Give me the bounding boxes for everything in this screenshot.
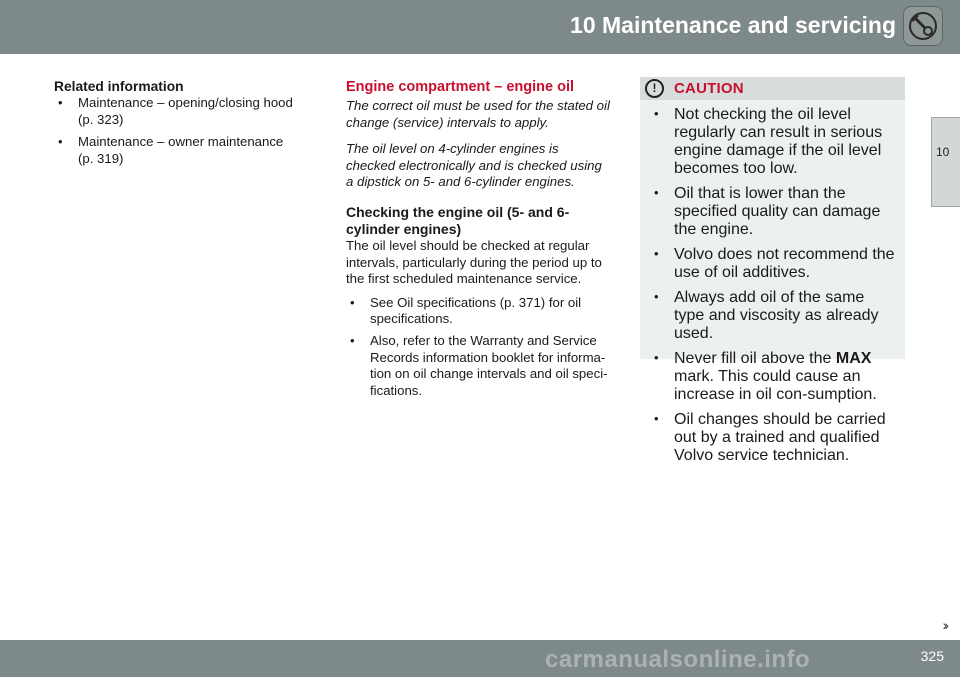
- intro-paragraph-2: The oil level on 4-cylinder engines is checked electronically and is checked using a dipstick on 5- and 6-cylinder engines.: [346, 141, 602, 190]
- caution-item: • Not checking the oil level regularly can result in serious engine damage if the oil level becomes too low.: [650, 106, 895, 178]
- related-information-section: [54, 79, 299, 173]
- caution-item: • Oil changes should be carried out by a trained and qualified Volvo service technician.: [650, 411, 895, 465]
- page-footer: [0, 640, 960, 677]
- related-heading: Related information: [54, 79, 184, 94]
- exclamation-icon: !: [645, 79, 664, 98]
- engine-oil-section: [346, 79, 611, 405]
- caution-item: • Always add oil of the same type and viscosity as already used.: [650, 289, 895, 343]
- oil-specifications-link[interactable]: • See Oil specifications (p. 371) for oil specifications.: [346, 295, 611, 328]
- max-mark: MAX: [835, 350, 872, 367]
- caution-item: • Oil that is lower than the specified quality can damage the engine.: [650, 185, 895, 239]
- page-header: [0, 0, 960, 54]
- intro-paragraph-1: The correct oil must be used for the stated oil change (service) intervals to apply.: [346, 98, 610, 130]
- chapter-side-tab[interactable]: [931, 117, 960, 207]
- checking-oil-paragraph: The oil level should be checked at regular intervals, particularly during the period up to the first scheduled maintenance service.: [346, 238, 602, 287]
- caution-box: [640, 77, 905, 464]
- caution-list: [640, 100, 905, 465]
- page-number: 325: [920, 648, 944, 664]
- max-item-after: mark. This could cause an increase in oil con-sumption.: [674, 368, 877, 403]
- engine-oil-heading: Engine compartment – engine oil: [346, 79, 575, 95]
- related-list: [54, 95, 299, 167]
- chapter-tab-label: 10: [936, 145, 950, 159]
- checking-oil-list: [346, 295, 611, 399]
- caution-header: [640, 77, 905, 100]
- wrench-gear-icon: [903, 6, 943, 46]
- caution-title: CAUTION: [674, 80, 744, 97]
- caution-item: • Volvo does not recommend the use of oil additives.: [650, 246, 895, 282]
- max-item-before: Never fill oil above the: [674, 350, 836, 367]
- checking-oil-subheading: Checking the engine oil (5- and 6-cylinder engines): [346, 204, 570, 238]
- watermark: carmanualsonline.info: [545, 646, 811, 673]
- related-link-owner-maintenance[interactable]: • Maintenance – owner maintenance (p. 319): [54, 134, 299, 167]
- related-link-hood[interactable]: • Maintenance – opening/closing hood (p. 323): [54, 95, 299, 128]
- caution-item-max: [650, 350, 895, 404]
- chapter-title: 10 Maintenance and servicing: [570, 12, 896, 38]
- warranty-booklet-item: • Also, refer to the Warranty and Service Records information booklet for informa-tion on oil change intervals and oil speci-fications.: [346, 333, 611, 399]
- next-page-arrows-icon[interactable]: ››: [942, 617, 946, 633]
